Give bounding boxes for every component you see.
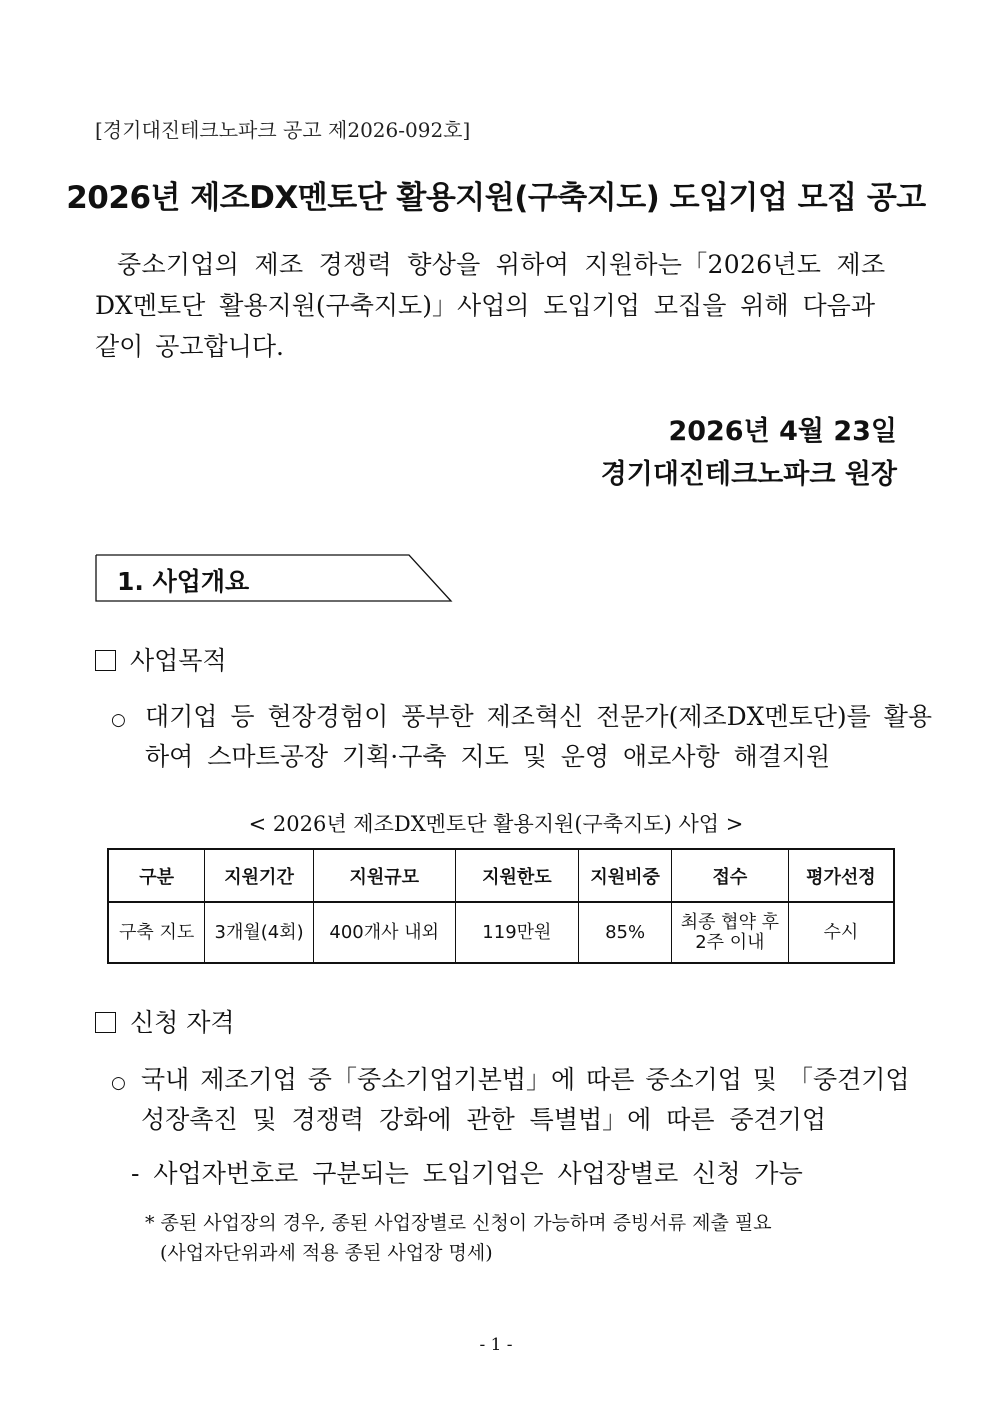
section-1-header: [95, 554, 451, 602]
table-cell: 3개월(4회): [205, 902, 314, 963]
eligibility-heading: [95, 1003, 235, 1039]
notice-number: [경기대진테크노파크 공고 제2026-092호]: [95, 118, 471, 142]
table-header-cell: 구분: [108, 849, 205, 902]
purpose-heading-text: 사업목적: [130, 646, 227, 675]
table-cell: 119만원: [455, 902, 579, 963]
table-header-cell: 지원한도: [455, 849, 579, 902]
checkbox-square-icon: [95, 650, 116, 671]
eligibility-heading-text: 신청 자격: [130, 1008, 235, 1037]
purpose-heading: [95, 641, 227, 677]
table-header-cell: 접수: [672, 849, 789, 902]
table-header-row: [108, 849, 894, 902]
document-title: 2026년 제조DX멘토단 활용지원(구축지도) 도입기업 모집 공고: [66, 180, 926, 216]
table-cell: 400개사 내외: [313, 902, 455, 963]
table-row: [108, 902, 894, 963]
eligibility-line-1: 국내 제조기업 중「중소기업기본법」에 따른 중소기업 및 「중견기업: [141, 1065, 910, 1094]
table-header-cell: 지원기간: [205, 849, 314, 902]
intro-paragraph: [95, 244, 897, 367]
eligibility-line-2: 성장촉진 및 경쟁력 강화에 관한 특별법」에 따른 중견기업: [141, 1105, 827, 1134]
table-cell: 구축 지도: [108, 902, 205, 963]
purpose-line-1: 대기업 등 현장경험이 풍부한 제조혁신 전문가(제조DX멘토단)를 활용: [145, 702, 933, 731]
circle-bullet-icon: ○: [111, 710, 126, 730]
circle-bullet-icon: ○: [111, 1073, 126, 1093]
table-header-cell: 지원비중: [579, 849, 672, 902]
program-summary-table: [107, 848, 895, 964]
intro-line-3: 같이 공고합니다.: [95, 332, 284, 361]
table-cell: 85%: [579, 902, 672, 963]
checkbox-square-icon: [95, 1012, 116, 1033]
section-1-title: 1. 사업개요: [117, 567, 250, 596]
purpose-line-2: 하여 스마트공장 기획·구축 지도 및 운영 애로사항 해결지원: [145, 742, 831, 771]
eligibility-note-line-2: (사업자단위과세 적용 종된 사업장 명세): [160, 1242, 493, 1264]
table-cell: 수시: [788, 902, 894, 963]
table-header-cell: 평가선정: [788, 849, 894, 902]
table-header-cell: 지원규모: [313, 849, 455, 902]
announcement-date: 2026년 4월 23일: [668, 416, 897, 447]
intro-line-1: 중소기업의 제조 경쟁력 향상을 위하여 지원하는「2026년도 제조: [117, 250, 886, 279]
issuer-name: 경기대진테크노파크 원장: [600, 459, 897, 490]
eligibility-note-line-1: * 종된 사업장의 경우, 종된 사업장별로 신청이 가능하며 증빙서류 제출 필요: [145, 1212, 772, 1234]
table-caption: < 2026년 제조DX멘토단 활용지원(구축지도) 사업 >: [248, 812, 744, 836]
eligibility-sub-item: - 사업자번호로 구분되는 도입기업은 사업장별로 신청 가능: [131, 1159, 803, 1188]
intro-line-2: DX멘토단 활용지원(구축지도)」사업의 도입기업 모집을 위해 다음과: [95, 291, 875, 320]
table-cell: 최종 협약 후 2주 이내: [672, 902, 789, 963]
page-number: - 1 -: [479, 1335, 513, 1355]
